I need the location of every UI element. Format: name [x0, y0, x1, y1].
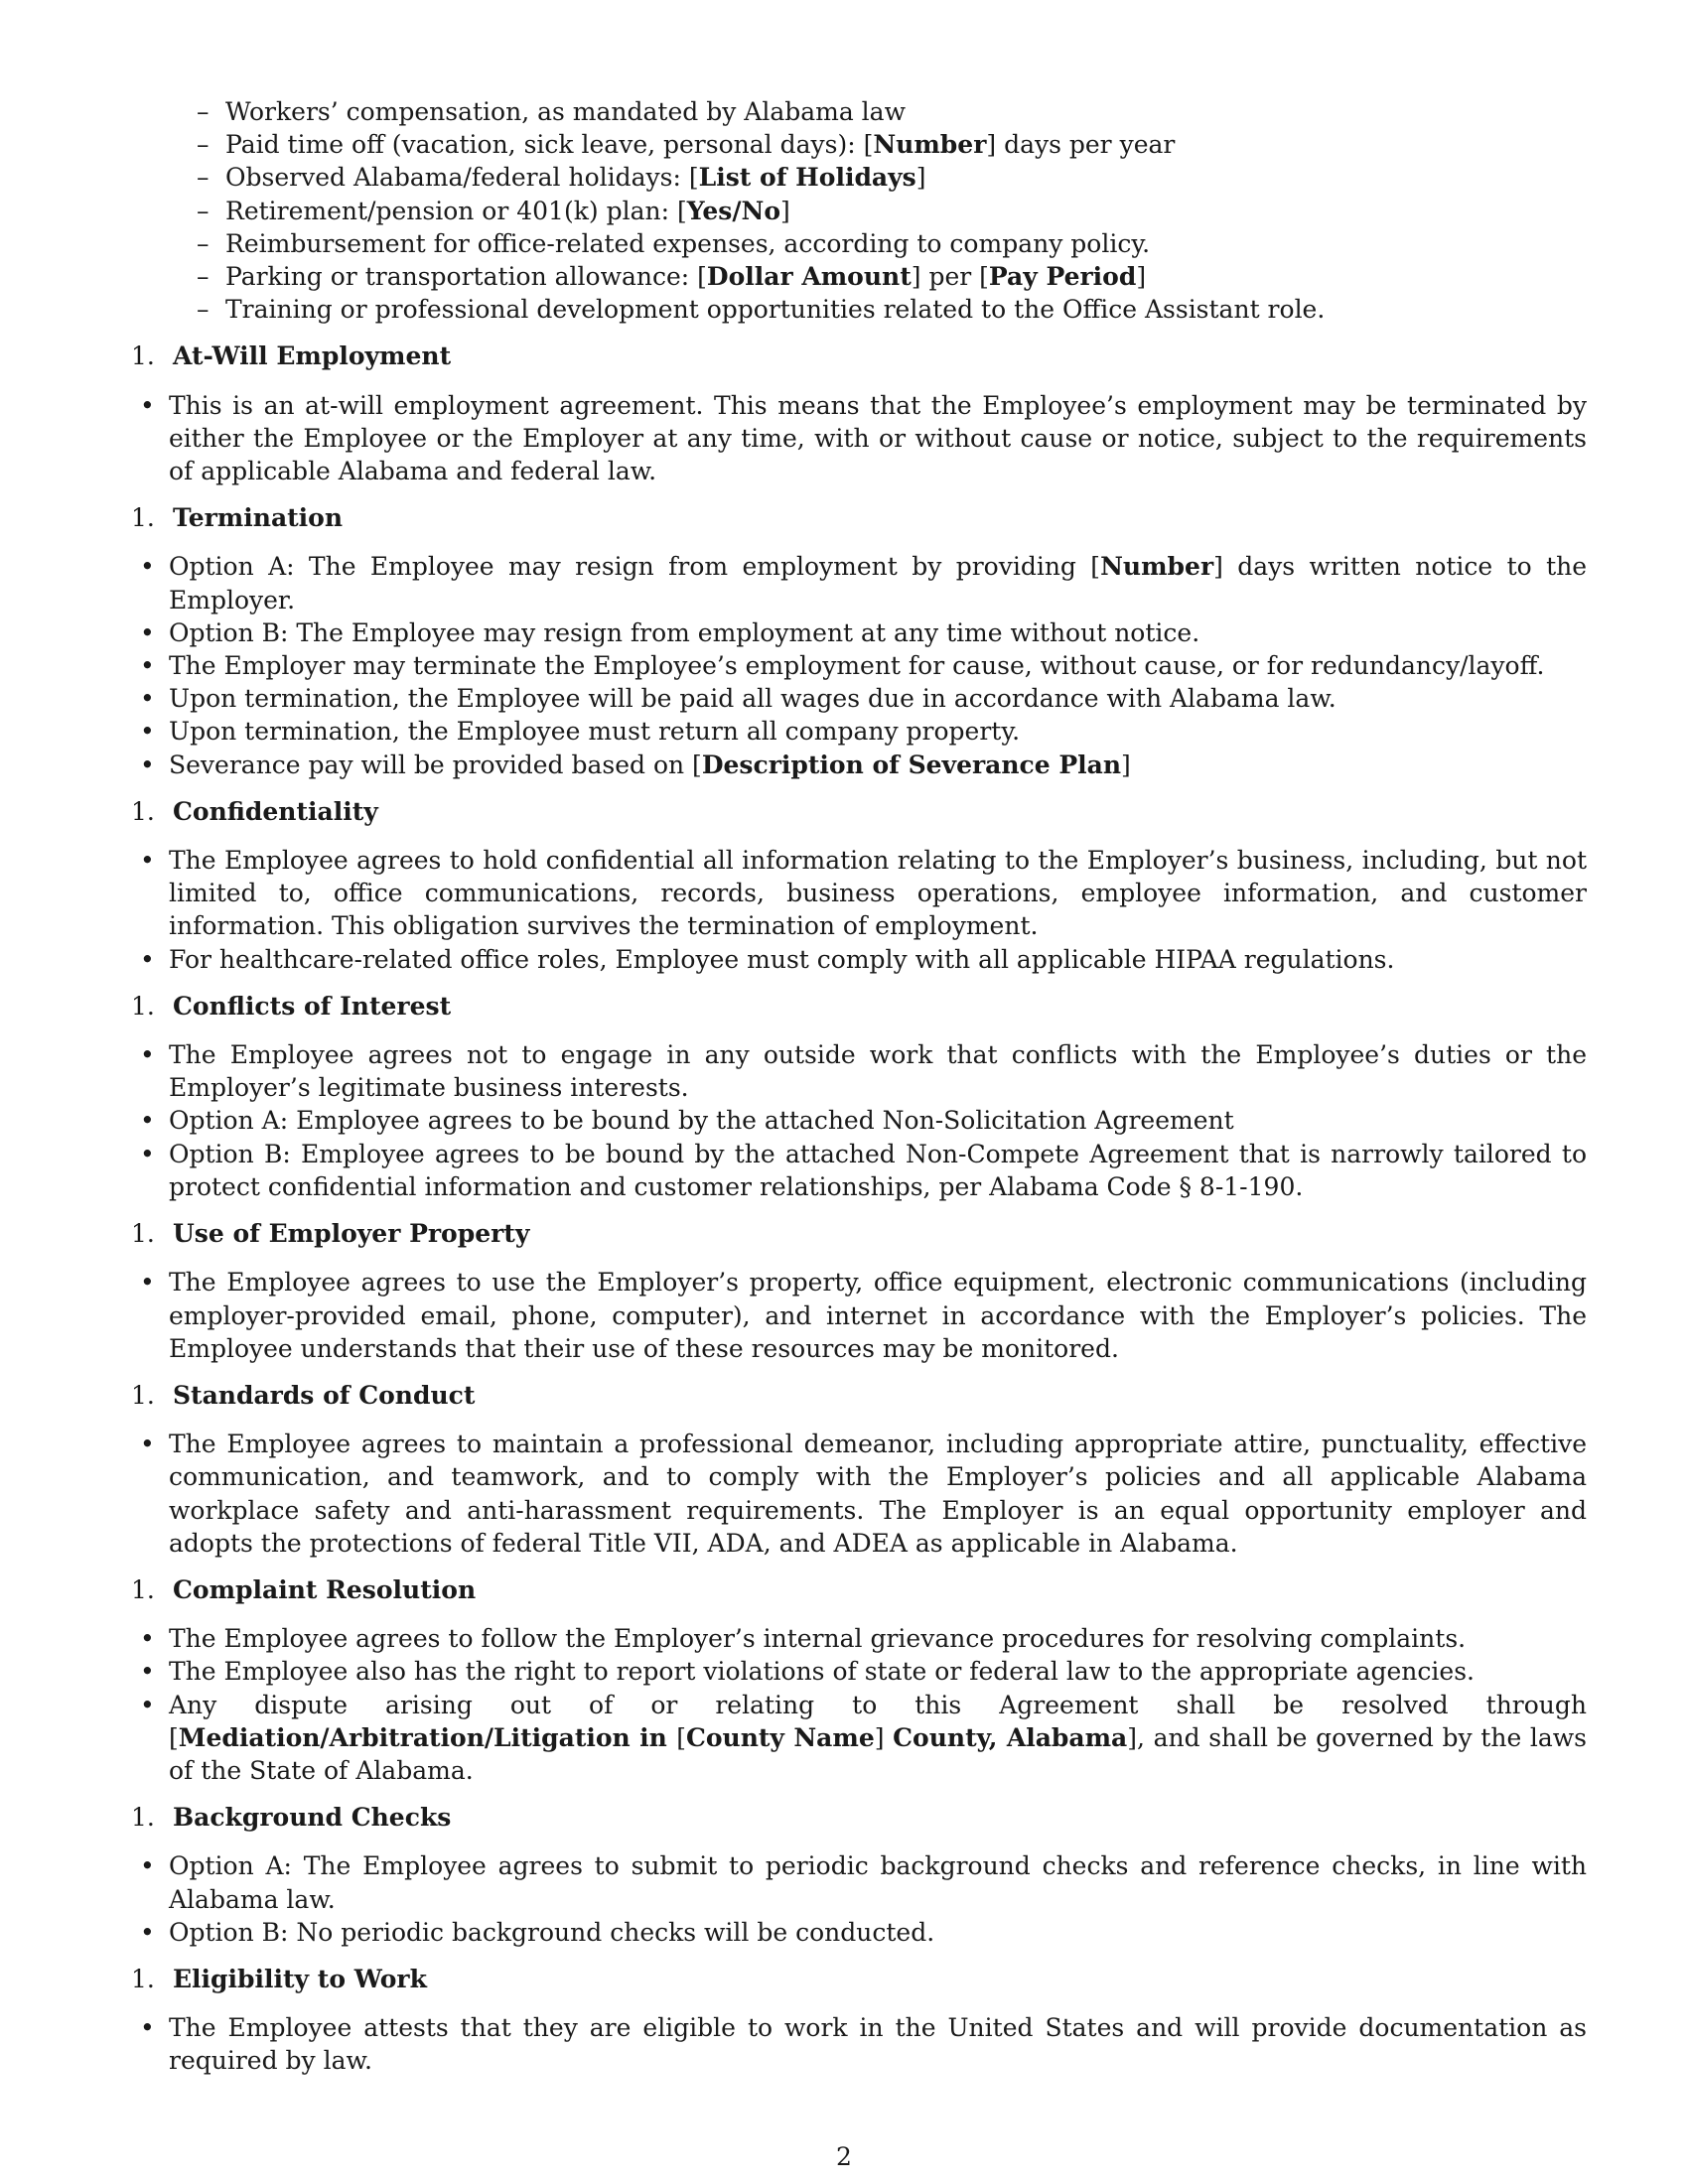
list-item: • Option B: The Employee may resign from employment at any time without notice. [169, 616, 1587, 649]
section-number: 1. [131, 1380, 155, 1410]
placeholder: Description of Severance Plan [701, 750, 1122, 779]
conflicts-list [127, 1038, 1587, 1203]
list-item: • Upon termination, the Employee will be paid all wages due in accordance with Alabama law. [169, 682, 1587, 715]
placeholder: Dollar Amount [706, 262, 912, 292]
document-body [127, 95, 1587, 2078]
complaint-list [127, 1622, 1587, 1787]
list-item: • The Employee agrees to maintain a professional demeanor, including appropriate attire, punctuality, effective communication, and teamwork, and to comply with the Employer’s policies and all applicable Alabama workplace safety and anti-harassment requirements. The Employer is an equal opportunity employer and adopts the protections of federal Title VII, ADA, and ADEA as applicable in Alabama. [169, 1428, 1587, 1560]
list-item: • Upon termination, the Employee must return all company property. [169, 715, 1587, 748]
list-item: • Option A: The Employee agrees to submit to periodic background checks and reference checks, in line with Alabama law. [169, 1849, 1587, 1915]
placeholder: County Name [685, 1722, 875, 1752]
benefits-list [127, 95, 1587, 326]
background-list [127, 1849, 1587, 1949]
section-number: 1. [131, 341, 155, 371]
section-title: Confidentiality [173, 796, 378, 826]
at-will-list [127, 389, 1587, 488]
placeholder: Yes/No [686, 196, 781, 225]
list-item: • Option B: Employee agrees to be bound by the attached Non-Compete Agreement that is narrowly tailored to protect confidential information and customer relationships, per Alabama Code § 8-1-190. [169, 1138, 1587, 1203]
section-title: Conflicts of Interest [173, 991, 452, 1021]
termination-list [127, 550, 1587, 780]
section-title: Use of Employer Property [173, 1219, 530, 1249]
list-item: • Option A: The Employee may resign from employment by providing [Number] days written notice to the Employer. [169, 550, 1587, 615]
section-heading-complaint [127, 1573, 1587, 1606]
section-title: Complaint Resolution [173, 1574, 477, 1604]
page-number: 2 [836, 2142, 852, 2171]
list-item: • The Employer may terminate the Employee’s employment for cause, without cause, or for redundancy/layoff. [169, 649, 1587, 682]
placeholder: Pay Period [988, 262, 1137, 292]
section-title: Background Checks [173, 1803, 452, 1833]
benefit-item: – Reimbursement for office-related expenses, according to company policy. [225, 227, 1587, 260]
section-heading-termination [127, 501, 1587, 534]
benefit-item: – Retirement/pension or 401(k) plan: [Yes/No] [225, 195, 1587, 227]
benefit-item: – Observed Alabama/federal holidays: [List of Holidays] [225, 161, 1587, 194]
section-heading-eligibility [127, 1963, 1587, 1995]
list-item: • The Employee agrees to hold confidential all information relating to the Employer’s business, including, but not limited to, office communications, records, business operations, employee information, and customer information. This obligation survives the termination of employment. [169, 844, 1587, 943]
section-number: 1. [131, 1574, 155, 1604]
placeholder: Number [1100, 552, 1214, 582]
section-heading-confidentiality [127, 795, 1587, 828]
placeholder: List of Holidays [698, 163, 916, 193]
section-heading-at-will [127, 340, 1587, 372]
section-heading-property [127, 1217, 1587, 1250]
list-item: • The Employee agrees to use the Employer’s property, office equipment, electronic communications (including employer-provided email, phone, computer), and internet in accordance with the Employer’s policies. The Employee understands that their use of these resources may be monitored. [169, 1266, 1587, 1365]
section-heading-background [127, 1801, 1587, 1834]
section-title: Termination [173, 503, 344, 533]
section-title: Standards of Conduct [173, 1380, 476, 1410]
list-item: • Severance pay will be provided based on [Description of Severance Plan] [169, 749, 1587, 781]
list-item: • Option B: No periodic background checks will be conducted. [169, 1916, 1587, 1949]
section-heading-conflicts [127, 990, 1587, 1023]
property-list [127, 1266, 1587, 1365]
placeholder: Mediation/Arbitration/Litigation in [178, 1722, 677, 1752]
list-item: • Option A: Employee agrees to be bound by the attached Non-Solicitation Agreement [169, 1104, 1587, 1137]
placeholder: Number [873, 130, 987, 160]
confidentiality-list [127, 844, 1587, 976]
benefit-item: – Workers’ compensation, as mandated by Alabama law [225, 95, 1587, 128]
list-item: • Any dispute arising out of or relating to this Agreement shall be resolved through [Mediation/Arbitration/Litigation in [County Name] County, Alabama], and shall be governed by the laws of the State of Alabama. [169, 1689, 1587, 1788]
section-heading-conduct [127, 1379, 1587, 1412]
section-number: 1. [131, 503, 155, 533]
benefit-item: – Parking or transportation allowance: [Dollar Amount] per [Pay Period] [225, 260, 1587, 293]
benefit-item: – Training or professional development opportunities related to the Office Assistant role. [225, 293, 1587, 326]
section-title: At-Will Employment [173, 341, 452, 371]
list-item: • The Employee agrees not to engage in any outside work that conflicts with the Employee’s duties or the Employer’s legitimate business interests. [169, 1038, 1587, 1104]
section-title: Eligibility to Work [173, 1964, 427, 1993]
section-number: 1. [131, 1964, 155, 1993]
list-item: • For healthcare-related office roles, Employee must comply with all applicable HIPAA regulations. [169, 943, 1587, 976]
list-item: • The Employee also has the right to report violations of state or federal law to the appropriate agencies. [169, 1655, 1587, 1688]
section-number: 1. [131, 1803, 155, 1833]
section-number: 1. [131, 796, 155, 826]
section-number: 1. [131, 1219, 155, 1249]
placeholder: County, Alabama [893, 1722, 1128, 1752]
list-item: • The Employee attests that they are eligible to work in the United States and will provide documentation as required by law. [169, 2011, 1587, 2077]
section-number: 1. [131, 991, 155, 1021]
list-item: • This is an at-will employment agreement. This means that the Employee’s employment may be terminated by either the Employee or the Employer at any time, with or without cause or notice, subject to the requirements of applicable Alabama and federal law. [169, 389, 1587, 488]
benefit-item: – Paid time off (vacation, sick leave, personal days): [Number] days per year [225, 128, 1587, 161]
eligibility-list [127, 2011, 1587, 2077]
conduct-list [127, 1428, 1587, 1560]
list-item: • The Employee agrees to follow the Employer’s internal grievance procedures for resolving complaints. [169, 1622, 1587, 1655]
